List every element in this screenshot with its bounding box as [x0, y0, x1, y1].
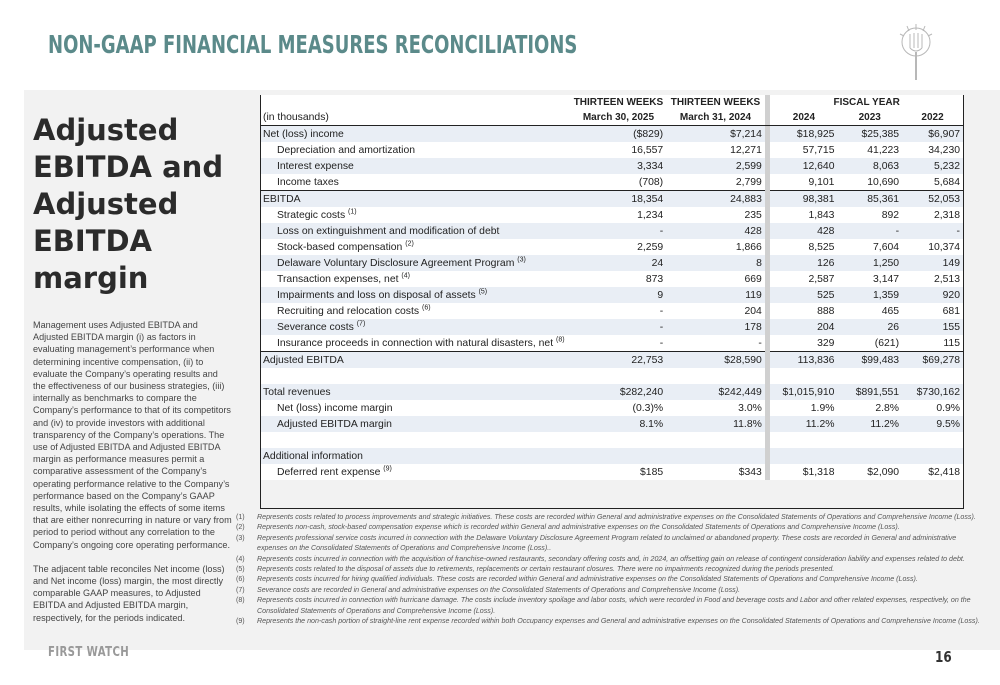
units-label: (in thousands)	[260, 110, 571, 126]
table-row	[260, 335, 963, 352]
table-row	[260, 174, 963, 191]
footnote-ref: (9)	[383, 465, 392, 473]
group-header: THIRTEEN WEEKS	[573, 97, 664, 108]
table-row	[260, 223, 963, 239]
column-header: 2022	[902, 110, 963, 126]
cell: 22,753	[571, 352, 666, 369]
cell: 119	[666, 287, 765, 303]
table-row	[260, 384, 963, 400]
cell: 2,513	[933, 273, 960, 285]
cell: 11.2%	[770, 416, 837, 432]
cell: 329	[817, 337, 835, 349]
footnotes	[236, 512, 986, 626]
group-header: FISCAL YEAR	[833, 97, 900, 108]
cell: 16,557	[631, 144, 664, 156]
table-row	[260, 142, 963, 158]
column-header: 2023	[837, 110, 902, 126]
cell: (708)	[638, 176, 664, 188]
table-row	[260, 303, 963, 319]
cell: 920	[902, 287, 963, 303]
cell: $28,590	[666, 352, 765, 369]
cell: 26	[837, 319, 902, 335]
cell: 888	[817, 305, 835, 317]
table-row	[260, 126, 963, 143]
table-row	[260, 191, 963, 208]
cell: 669	[744, 273, 762, 285]
cell: $69,278	[902, 352, 963, 369]
cell: 12,271	[730, 144, 762, 156]
table-row	[260, 352, 963, 369]
cell: (0.3)%	[632, 402, 664, 414]
cell: 1,866	[735, 241, 762, 253]
table-row	[260, 271, 963, 287]
footnote: (1) Represents costs related to process improvements and strategic initiatives. These costs are recorded within General and administrative expenses on the Consolidated Statements of Operations and Comprehensive Income (Loss).	[236, 513, 976, 521]
table-row	[260, 207, 963, 223]
column-header: March 31, 2024	[666, 110, 765, 126]
page-number: 16	[935, 648, 952, 666]
footnote-ref: (5)	[478, 288, 488, 296]
cell: 1,843	[808, 209, 835, 221]
page-title: NON-GAAP FINANCIAL MEASURES RECONCILIATIONS	[48, 30, 578, 59]
footnote: (6) Represents costs incurred for hiring qualified individuals. These costs are recorded within General and administrative expenses on the Consolidated Statements of Operations and Comprehensive Income (Loss).	[236, 575, 918, 584]
cell: 2,259	[637, 241, 664, 253]
cell: 235	[744, 209, 762, 221]
footnote-ref: (2)	[405, 240, 414, 248]
row-label: Stock-based compensation	[277, 241, 403, 253]
section-title-line: Adjusted	[33, 187, 179, 221]
row-label: Additional information	[263, 450, 363, 462]
cell: 34,230	[928, 144, 960, 156]
column-header: 2024	[770, 110, 837, 126]
row-label: Strategic costs	[277, 209, 346, 221]
cell: 7,604	[873, 241, 900, 253]
section-title	[33, 112, 233, 297]
row-label: Severance costs	[277, 321, 354, 333]
cell: (621)	[874, 337, 900, 349]
cell: 8,063	[837, 158, 902, 174]
cell: 1,250	[837, 255, 902, 271]
cell: $1,015,910	[770, 384, 837, 400]
description-paragraph: Management uses Adjusted EBITDA and Adjusted EBITDA margin (i) as factors in evaluating management’s performance when determining incentive compensation, (ii) to evaluate the Company’s operating results and the effectiveness of our business strategies, (iii) internally as benchmarks to compare the Company’s performance to that of its competitors and (iv) to provide investors with additional transparency of the Company’s operations. The use of Adjusted EBITDA and Adjusted EBITDA margin as performance measures permit a comparative assessment of the Company’s operating performance relative to the Company’s performance based on the Company’s GAAP results, while isolating the effects of some items that are either nonrecurring in nature or vary from period to period without any correlation to the Company’s ongoing core operating performance.	[33, 320, 232, 550]
footnote-ref: (6)	[421, 304, 431, 312]
fork-logo-icon	[895, 20, 937, 84]
row-label: Depreciation and amortization	[277, 144, 416, 156]
cell: 126	[770, 255, 837, 271]
cell: -	[571, 223, 666, 239]
footnote: (4) Represents costs incurred in connection with the acquisition of franchise-owned restaurants, secondary offering costs and, in 2024, an offsetting gain on release of contingent consideration liability and expenses related to debt.	[236, 554, 965, 563]
reconciliation-table	[260, 95, 963, 480]
cell: 5,232	[902, 158, 963, 174]
section-title-line: Adjusted	[33, 113, 179, 147]
footnote: (3) Represents professional service costs incurred in connection with the Delaware Voluntary Disclosure Agreement Program related to unclaimed or abandoned property. These costs are recorded in General and administrative expenses on the Consolidated Statements of Operations and Comprehensive Income (Loss)..	[236, 533, 957, 553]
cell: 681	[942, 305, 960, 317]
cell: 2,599	[666, 158, 765, 174]
cell: 3,147	[873, 273, 900, 285]
footnote-ref: (1)	[348, 208, 357, 216]
cell: -	[659, 305, 664, 317]
cell: $2,418	[928, 466, 960, 478]
cell: $6,907	[902, 126, 963, 143]
row-label: Adjusted EBITDA	[263, 354, 344, 366]
row-label: Deferred rent expense	[277, 466, 381, 478]
cell: 52,053	[902, 191, 963, 208]
row-label: Transaction expenses, net	[277, 273, 399, 285]
row-label: Recruiting and relocation costs	[277, 305, 420, 317]
row-label: Income taxes	[277, 176, 339, 188]
cell: 178	[666, 319, 765, 335]
section-title-line: EBITDA margin	[33, 224, 153, 295]
cell: 57,715	[802, 144, 835, 156]
cell: 12,640	[770, 158, 837, 174]
cell: 10,374	[928, 241, 960, 253]
footnote-ref: (3)	[517, 256, 526, 264]
column-header-row	[260, 110, 963, 126]
cell: 24,883	[666, 191, 765, 208]
cell: -	[902, 223, 963, 239]
left-column	[33, 112, 233, 636]
cell: 11.2%	[837, 416, 902, 432]
table-row	[260, 239, 963, 255]
cell: 1,359	[837, 287, 902, 303]
cell: 1,234	[637, 209, 664, 221]
footnote: (8) Represents costs incurred in connection with hurricane damage. The costs include inventory spoilage and labor costs, which were recorded in Food and beverage costs and Labor and other related expenses, respectively, on the Consolidated Statements of Operations and Comprehensive Income (Loss).	[236, 596, 971, 615]
table-row	[260, 464, 963, 480]
row-label: Net (loss) income margin	[277, 402, 393, 414]
cell: 85,361	[837, 191, 902, 208]
brand-logo: FIRST WATCH	[48, 645, 130, 660]
table-row	[260, 255, 963, 271]
footnote: (5) Represents costs related to the disposal of assets due to retirements, replacements or certain restaurant closures. There were no impairments recognized during the periods presented.	[236, 565, 835, 574]
cell: 11.8%	[666, 416, 765, 432]
cell: $282,240	[571, 384, 666, 400]
cell: 873	[645, 273, 664, 285]
row-label: Loss on extinguishment and modification of debt	[277, 225, 500, 237]
cell: 428	[770, 223, 837, 239]
cell: 10,690	[867, 176, 900, 188]
cell: 3.0%	[738, 402, 762, 414]
cell: 3,334	[571, 158, 666, 174]
row-label: Total revenues	[263, 386, 331, 398]
cell: 41,223	[867, 144, 900, 156]
cell: $2,090	[867, 466, 900, 478]
cell: 115	[943, 337, 960, 349]
footnote-ref: (8)	[555, 336, 565, 344]
table-row	[260, 158, 963, 174]
cell: -	[571, 319, 666, 335]
cell: $25,385	[837, 126, 902, 143]
row-label: Delaware Voluntary Disclosure Agreement Program	[277, 257, 515, 269]
cell: 204	[770, 319, 837, 335]
cell: 8.1%	[571, 416, 666, 432]
cell: 149	[902, 255, 963, 271]
group-header: THIRTEEN WEEKS	[670, 97, 761, 108]
footnote: (9) Represents the non-cash portion of straight-line rent expense recorded within both Occupancy expenses and General and administrative expenses on the Consolidated Statements of Operations and Comprehensive Income (Loss).	[236, 617, 980, 626]
cell: $185	[640, 466, 664, 478]
footnote: (7) Severance costs are recorded in General and administrative expenses on the Consolidated Statements of Operations and Comprehensive Income (Loss).	[236, 585, 741, 594]
cell: 2,318	[933, 209, 960, 221]
cell: $242,449	[666, 384, 765, 400]
cell: $99,483	[837, 352, 902, 369]
table-row	[260, 448, 963, 464]
table-row	[260, 319, 963, 335]
column-header: March 30, 2025	[571, 110, 666, 126]
row-label: Interest expense	[277, 160, 354, 172]
cell: $730,162	[902, 384, 963, 400]
footnote-ref: (7)	[356, 320, 366, 328]
cell: 2,799	[735, 176, 762, 188]
row-label: Insurance proceeds in connection with natural disasters, net	[277, 337, 554, 349]
cell: 2.8%	[875, 402, 900, 414]
cell: 98,381	[770, 191, 837, 208]
cell: 892	[881, 209, 900, 221]
cell: 24	[571, 255, 666, 271]
cell: 2,587	[808, 273, 835, 285]
cell: 9.5%	[902, 416, 963, 432]
description	[33, 319, 233, 624]
table-row	[260, 416, 963, 432]
cell: $7,214	[666, 126, 765, 143]
cell: 465	[881, 305, 900, 317]
cell: 9	[571, 287, 666, 303]
cell: -	[659, 337, 664, 349]
cell: 525	[770, 287, 837, 303]
footnote: (2) Represents non-cash, stock-based compensation expense which is recorded within General and administrative expenses on the Consolidated Statements of Operations and Comprehensive Income (Loss).	[236, 523, 900, 532]
cell: 8	[666, 255, 765, 271]
row-label: Impairments and loss on disposal of assets	[277, 289, 476, 301]
cell: 428	[666, 223, 765, 239]
cell: 155	[902, 319, 963, 335]
table-row	[260, 287, 963, 303]
cell: 0.9%	[936, 402, 960, 414]
cell: 113,836	[770, 352, 837, 369]
cell: $343	[738, 466, 762, 478]
cell: $891,551	[837, 384, 902, 400]
row-label: Adjusted EBITDA margin	[277, 418, 392, 430]
cell: $1,318	[802, 466, 835, 478]
footnote-ref: (4)	[401, 272, 410, 280]
row-label: EBITDA	[263, 193, 301, 205]
group-header-row	[260, 95, 963, 110]
row-label: Net (loss) income	[263, 128, 344, 140]
cell: 9,101	[808, 176, 835, 188]
cell: 204	[744, 305, 762, 317]
section-title-line: EBITDA and	[33, 150, 224, 184]
spacer-row	[260, 432, 963, 448]
cell: 18,354	[571, 191, 666, 208]
cell: -	[837, 223, 902, 239]
spacer-row	[260, 368, 963, 384]
cell: ($829)	[571, 126, 666, 143]
cell: 1.9%	[810, 402, 835, 414]
cell: $18,925	[770, 126, 837, 143]
cell: 8,525	[808, 241, 835, 253]
description-paragraph: The adjacent table reconciles Net income (loss) and Net income (loss) margin, the most directly comparable GAAP measures, to Adjusted EBITDA and Adjusted EBITDA margin, respectively, for the periods indicated.	[33, 563, 225, 623]
table-row	[260, 400, 963, 416]
cell: 5,684	[933, 176, 960, 188]
cell: -	[758, 337, 762, 349]
